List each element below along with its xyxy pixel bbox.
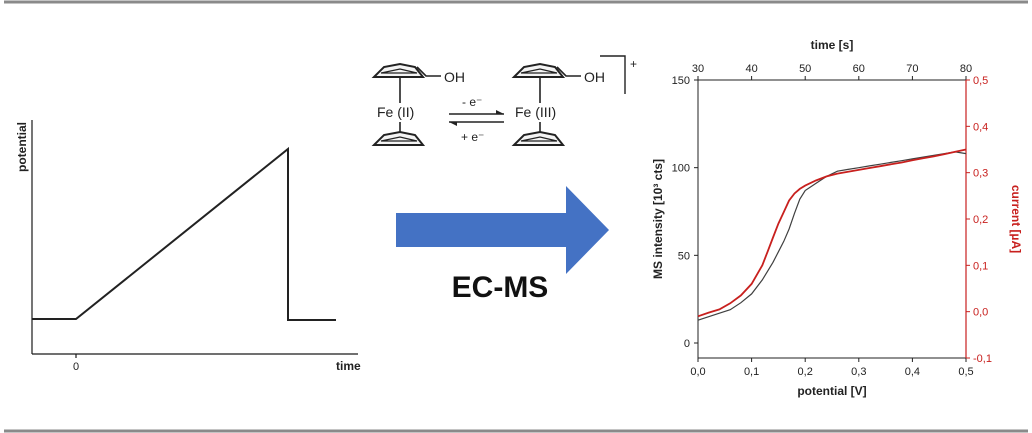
x-top-axis-label: time [s] [810,38,854,52]
x-top-tick-label: 80 [959,63,973,75]
process-arrow [396,186,609,274]
y-right-tick-label: 0,4 [973,121,989,134]
x-top-tick-label: 40 [745,63,758,75]
y-right-tick-label: 0,5 [973,75,989,87]
chart-plot-frame [698,80,966,358]
x-top-tick-label: 50 [799,63,812,75]
reaction-scheme [374,56,637,145]
fe3-label: Fe (III) [515,104,557,120]
potential-time-plot [15,120,361,373]
charge-label: + [630,57,638,71]
reduction-label: + e⁻ [461,130,485,144]
left-x-label: time [336,359,361,373]
left-oh-label: OH [444,69,465,85]
y-right-tick-label: 0,2 [973,214,989,226]
y-right-tick-label: 0,0 [973,306,989,319]
x-tick-label: 0,4 [904,366,921,378]
y-left-tick-label: 0 [683,338,690,350]
y-left-axis-label: MS intensity [10³ cts] [651,158,665,280]
current-series-line [698,150,966,317]
x-tick-label: 0,5 [958,366,974,378]
ec-ms-label: EC-MS [451,271,549,304]
right-oh-label: OH [584,69,605,85]
ferrocenium-molecule [514,56,637,145]
y-left-tick-label: 100 [671,162,690,175]
x-top-tick-label: 60 [852,63,865,75]
x-tick-label: 0,1 [743,366,760,378]
y-left-tick-label: 50 [677,250,690,263]
fe2-label: Fe (II) [377,104,415,120]
y-left-tick-label: 150 [671,75,690,87]
y-right-axis-label: current [µA] [1009,184,1023,254]
ec-ms-chart [651,38,1023,398]
x-axis-label: potential [V] [797,384,867,398]
x-top-tick-label: 30 [691,63,705,75]
y-right-tick-label: 0,3 [973,167,989,180]
ms-intensity-series-line [698,152,966,320]
equilibrium-arrows [449,95,504,144]
ferrocene-molecule [374,64,465,145]
y-right-tick-label: 0,1 [973,260,989,273]
left-x-tick-label: 0 [72,361,80,373]
x-tick-label: 0,3 [851,366,867,378]
y-right-tick-label: -0,1 [973,353,992,365]
oxidation-label: - e⁻ [462,95,483,109]
x-tick-label: 0,0 [690,366,706,378]
potential-waveform [32,149,336,320]
x-tick-label: 0,2 [797,366,813,378]
x-top-tick-label: 70 [906,63,919,75]
left-y-label: potential [15,122,29,172]
